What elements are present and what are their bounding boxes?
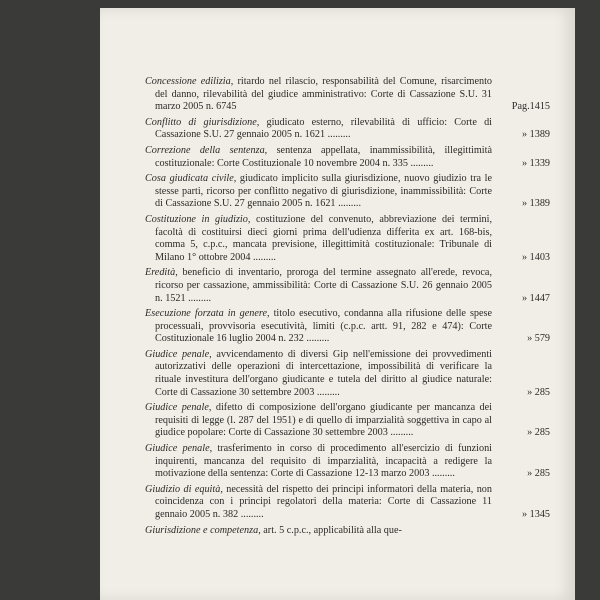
index-list (145, 76, 550, 540)
entry-term: Correzione della sentenza (145, 144, 265, 156)
entry-text: , giudicato implicito sulla giurisdizione, nuovo giudizio tra le stesse parti, ricorso per conflitto negativo di giurisdizione, inammissibilità: Corte di Cassazione S.U. 27 gennaio 2005 n. 1621 ......... (155, 173, 492, 210)
entry-page: » 1389 (521, 198, 550, 210)
entry-term: Giudice penale (145, 348, 210, 360)
index-entry (145, 117, 550, 142)
entry-term: Costituzione in giudizio (145, 213, 248, 225)
entry-page: Pag.1415 (511, 101, 550, 113)
entry-text: , art. 5 c.p.c., applicabilità alla que- (258, 524, 402, 536)
entry-text: , giudicato esterno, rilevabilità di ufficio: Corte di Cassazione S.U. 27 gennaio 2005 n. 1621 ......... (155, 116, 492, 141)
entry-term: Esecuzione forzata in genere (145, 308, 268, 320)
entry-text: , costituzione del convenuto, abbreviazione dei termini, facoltà di costituirsi dieci giorni prima dell'udienza differita ex art. 168-bis, comma 5, c.p.c., mancata previsione, illegittimità costituzionale: Tribunale di Milano 1° ottobre 2004 ......... (155, 213, 493, 263)
entry-term: Cosa giudicata civile (145, 173, 234, 185)
entry-text: , trasferimento in corso di procedimento all'esercizio di funzioni inquirenti, mancanza del requisito di imparzialità, incapacità a redigere la motivazione della sentenza: Corte di Cassazione 12-13 marzo 2003 ......... (155, 443, 493, 480)
entry-page: » 285 (527, 386, 550, 398)
entry-term: Giudice penale (145, 402, 209, 414)
index-entry (145, 402, 550, 440)
entry-page: » 285 (527, 427, 550, 439)
entry-page: » 1403 (521, 251, 550, 263)
entry-page: » 1447 (521, 292, 550, 304)
entry-page: » 1339 (521, 157, 550, 169)
entry-term: Concessione edilizia (145, 76, 231, 87)
entry-page: » 285 (527, 468, 550, 480)
index-entry (145, 443, 550, 481)
entry-term: Giudizio di equità (145, 483, 221, 495)
index-entry (145, 484, 550, 522)
entry-term: Giurisdizione e competenza (145, 524, 259, 536)
entry-term: Giudice penale (145, 443, 210, 455)
index-entry (145, 76, 550, 114)
index-entry (145, 349, 550, 399)
index-entry (145, 525, 550, 537)
entry-term: Conflitto di giurisdizione (145, 116, 257, 128)
index-entry (145, 267, 550, 305)
entry-text: , sentenza appellata, inammissibilità, illegittimità costituzionale: Corte Costituzionale 10 novembre 2004 n. 335 ......... (155, 144, 492, 169)
entry-term: Eredità (145, 267, 176, 279)
index-entry (145, 173, 550, 211)
entry-page: » 579 (527, 333, 550, 345)
index-entry (145, 145, 550, 170)
entry-text: , avvicendamento di diversi Gip nell'emissione dei provvedimenti autorizzativi delle operazioni di intercettazione, impossibilità di verificare la rituale investitura dell'organo giudicante e tutela del diritto al giudice naturale: Corte di Cassazione 30 settembre 2003 ......... (155, 348, 492, 398)
book-page (100, 8, 575, 600)
entry-page: » 1345 (521, 509, 550, 520)
entry-page: » 1389 (521, 129, 550, 141)
index-entry (145, 308, 550, 346)
entry-text: , difetto di composizione dell'organo giudicante per mancanza dei requisiti di legge (l. 287 del 1951) e di quello di imparzialità soggettiva in capo al giudice popolare: Corte di Cassazione 30 settembre 2003 ......... (155, 402, 492, 439)
entry-text: , beneficio di inventario, proroga del termine assegnato all'erede, revoca, ricorso per cassazione, ammissibilità: Corte di Cassazione S.U. 26 gennaio 2005 n. 1521 ......... (155, 267, 492, 304)
entry-text: , ritardo nel rilascio, responsabilità del Comune, risarcimento del danno, rilevabilità del giudice amministrativo: Corte di Cassazione S.U. 31 marzo 2005 n. 6745 (155, 76, 492, 113)
entry-text: , necessità del rispetto dei principi informatori della materia, non coincidenza con i principi regolatori della materia: Corte di Cassazione 11 gennaio 2005 n. 382 ......... (155, 483, 492, 520)
index-entry (145, 214, 550, 264)
entry-text: , titolo esecutivo, condanna alla rifusione delle spese processuali, provvisoria esecutività, limiti (c.p.c. artt. 91, 282 e 474): Corte Costituzionale 16 luglio 2004 n. 232 ......... (155, 308, 493, 345)
